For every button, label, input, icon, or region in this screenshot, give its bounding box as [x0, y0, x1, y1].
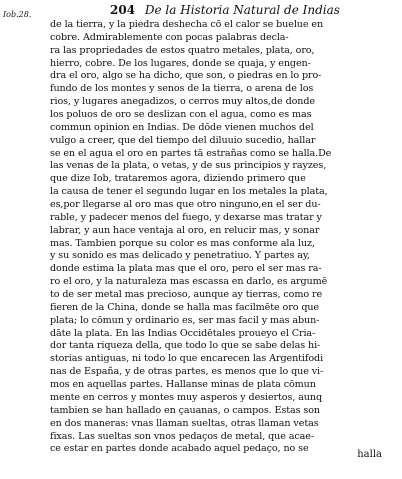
- text-line: storias antiguas, ni todo lo que encarecen las Argentifodi: [50, 353, 324, 365]
- text-line: dra el oro, algo se ha dicho, que son, o piedras en lo pro-: [50, 70, 322, 82]
- text-line: mos en aquellas partes. Hallanse minas de plata cōmun: [50, 379, 316, 391]
- text-line: dor tanta riqueza della, que todo lo que se sabe delas hi-: [50, 340, 321, 352]
- text-line: ra las propriedades de estos quatro metales, plata, oro,: [50, 44, 315, 56]
- margin-note: Iob.28.: [3, 10, 32, 19]
- page-header: [110, 3, 340, 17]
- text-line: commun opinion en Indias. De dōde vienen muchos del: [50, 121, 314, 133]
- text-line: de la tierra, y la piedra deshecha cō el calor se buelue en: [50, 19, 324, 30]
- text-line: rios, y lugares anegadizos, o cerros muy altos,de donde: [50, 96, 315, 108]
- text-line: fieren de la China, donde se halla mas facilmēte oro que: [50, 301, 320, 313]
- text-line: fundo de los montes y senos de la tierra, o arena de los: [50, 83, 314, 95]
- text-line: donde estima la plata mas que el oro, pero el ser mas ra-: [50, 263, 322, 275]
- text-line: mas. Tambien porque su color es mas conforme ala luz,: [50, 237, 315, 249]
- text-line: la causa de tener el segundo lugar en los metales la plata,: [50, 186, 328, 198]
- text-line: vulgo a creer, que del tiempo del diluuio sucedio, hallar: [50, 134, 316, 146]
- text-line: es,por llegarse al oro mas que otro ninguno,en el ser du-: [50, 199, 321, 211]
- running-title: De la Historia Natural de Indias: [144, 3, 340, 17]
- body-text: [50, 19, 390, 456]
- text-line: ro el oro, y la naturaleza mas escassa en darlo, es argumē: [50, 276, 328, 288]
- text-line: to de ser metal mas precioso, aunque ay tierras, como re: [50, 289, 323, 301]
- text-line: las venas de la plata, o vetas, y de sus principios y rayzes,: [50, 160, 327, 172]
- text-line: los poluos de oro se deslizan con el agua, como es mas: [50, 109, 312, 121]
- text-line: nas de España, y de otras partes, es menos que lo que vi-: [50, 366, 324, 378]
- text-line: en dos maneras: vnas llaman sueltas, otras llaman vetas: [50, 417, 319, 429]
- page-number: 204: [110, 3, 136, 17]
- text-line: rable, y padecer menos del fuego, y dexarse mas tratar y: [50, 211, 322, 223]
- text-line: que dize Iob, trataremos agora, diziendo primero que: [50, 173, 306, 185]
- text-line: se en el agua el oro en partes tā estrañas como se halla.De: [50, 147, 332, 159]
- text-line: tambien se han hallado en çauanas, o campos. Estas son: [50, 404, 321, 416]
- text-line: y su sonido es mas delicado y penetratiuo. Y partes ay,: [50, 250, 310, 262]
- text-line: cobre. Admirablemente con pocas palabras decla-: [50, 31, 289, 43]
- text-line: fixas. Las sueltas son vnos pedaços de metal, que acae-: [50, 430, 314, 442]
- text-line: ce estar en partes donde acabado aquel pedaço, no se: [50, 443, 309, 455]
- catchword: halla: [357, 449, 382, 460]
- text-line: plata; lo cōmun y ordinario es, ser mas facil y mas abun-: [50, 314, 320, 326]
- text-line: labrar, y aun hace ventaja al oro, en relucir mas, y sonar: [50, 224, 320, 236]
- text-line: mente en cerros y montes muy asperos y desiertos, aunq: [50, 391, 322, 403]
- text-line: dāte la plata. En las Indias Occidētales proueyo el Cria-: [50, 327, 316, 339]
- text-line: hierro, cobre. De los lugares, donde se quaja, y engen-: [50, 57, 311, 69]
